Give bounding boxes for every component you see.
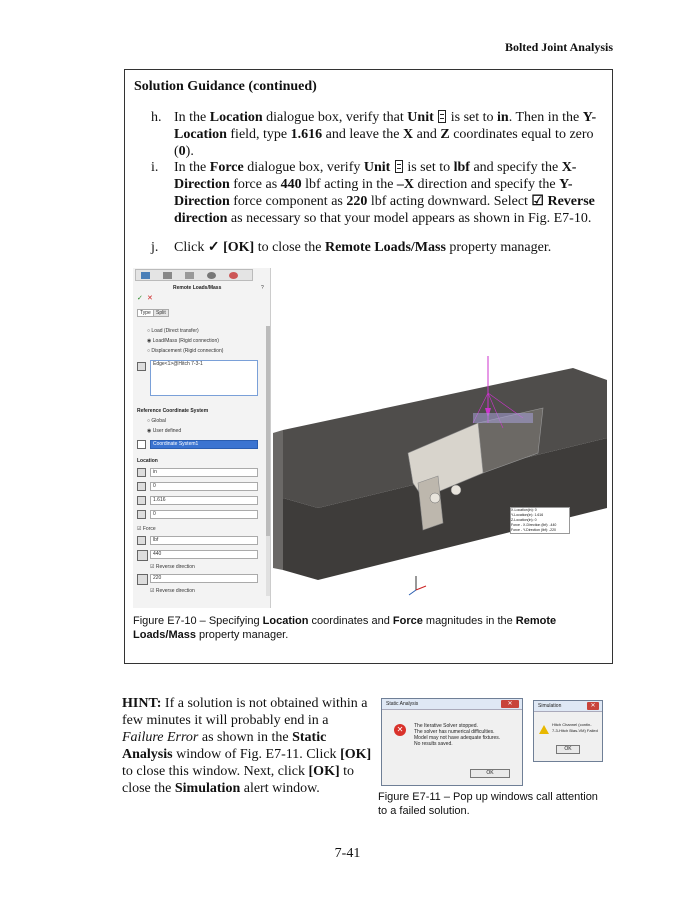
callout-row: Force - X-Direction (lbf): -440 (511, 523, 557, 527)
step-label: j. (151, 240, 159, 255)
channel-end-face (273, 430, 283, 570)
force-checkbox[interactable]: ☑ Force (137, 526, 156, 532)
running-header: Bolted Joint Analysis (504, 40, 613, 54)
unit-icon (438, 110, 446, 123)
x-force-input[interactable]: 440 (150, 550, 258, 559)
simulation-alert-dialog (533, 700, 603, 762)
callout-table (510, 507, 570, 534)
x-axis-icon (137, 482, 146, 491)
page-number: 7-41 (334, 846, 361, 861)
pm-scrollbar[interactable] (266, 326, 270, 596)
close-button[interactable]: ✕ (501, 700, 519, 708)
configuration-manager-icon[interactable] (185, 272, 194, 279)
dim-xpert-icon[interactable] (207, 272, 216, 279)
reverse-direction-x[interactable]: ☑ Reverse direction (150, 564, 195, 570)
step-label: h. (151, 110, 162, 125)
ok-button[interactable]: OK (470, 769, 510, 778)
y-axis-icon (137, 496, 146, 505)
location-section[interactable]: Location (137, 458, 158, 464)
pm-toolbar (135, 269, 253, 281)
z-axis-icon (137, 510, 146, 519)
connection-patch (473, 413, 533, 423)
callout-row: Force - Y-Direction (lbf): -220 (511, 528, 556, 532)
pm-title: Remote Loads/Mass (173, 285, 222, 291)
unit-icon (395, 160, 403, 173)
option-load-direct[interactable]: ○ Load (Direct transfer) (147, 328, 199, 334)
option-load-mass[interactable]: ◉ Load/Mass (Rigid connection) (147, 338, 219, 344)
box-title: Solution Guidance (continued) (134, 79, 317, 94)
option-user-defined[interactable]: ◉ User defined (147, 428, 182, 434)
close-button[interactable]: ✕ (587, 702, 599, 710)
step-j: j. Click ✓ [OK] to close the Remote Loads/Mass property manager. (151, 240, 552, 255)
tab-type[interactable]: Type (137, 309, 154, 317)
callout-row: X-Location(in): 0 (511, 508, 537, 512)
force-unit-select[interactable]: lbf (150, 536, 258, 545)
callout-row: Y-Location(in): 1.616 (511, 513, 544, 517)
display-manager-icon[interactable] (229, 272, 238, 279)
error-message: The Iterative Solver stopped. The solver has numerical difficulties. Model may not have adequate fixtures. No results saved. (414, 723, 501, 747)
step-h: h. In the Location dialogue box, verify that Unit is set to in. Then in the Y-Location field, type 1.616 and leave the X and Z coordinates equal to zero (0). (151, 110, 597, 159)
reverse-direction-y[interactable]: ☑ Reverse direction (150, 588, 195, 594)
edge-selection-box[interactable]: Edge<1>@Hitch 7-3-1 (150, 360, 258, 396)
bolt-hole-1 (430, 493, 440, 503)
figure-e7-10 (133, 268, 607, 608)
coord-system-field[interactable]: Coordinate System1 (150, 440, 258, 449)
dialog-title: Static Analysis (386, 701, 419, 707)
help-icon[interactable]: ? (261, 285, 264, 291)
feature-manager-icon[interactable] (141, 272, 150, 279)
y-force-input[interactable]: 220 (150, 574, 258, 583)
tab-split[interactable]: Split (153, 309, 169, 317)
unit-icon (137, 536, 146, 545)
figure-caption-e7-10: Figure E7-10 – Specifying Location coordinates and Force magnitudes in the Remote Loads/Mass property manager. (133, 615, 557, 641)
hint-paragraph: HINT: If a solution is not obtained within a few minutes it will probably end in a Failure Error as shown in the Static Analysis window of Fig. E7-11. Click [OK] to close this window. Next, click [OK] to close the Simulation alert window. (122, 696, 372, 796)
coord-system-icon (137, 440, 146, 449)
property-manager-panel (133, 268, 271, 608)
x-location-input[interactable]: 0 (150, 482, 258, 491)
ref-coord-section[interactable]: Reference Coordinate System (137, 408, 209, 414)
edge-select-icon (137, 362, 146, 371)
error-icon: ✕ (394, 724, 406, 736)
option-global[interactable]: ○ Global (147, 418, 166, 424)
location-unit-select[interactable]: in (150, 468, 258, 477)
step-i: i. In the Force dialogue box, verify Unit is set to lbf and specify the X-Direction force as 440 lbf acting in the –X direction and specify the Y-Direction force component as 220 lbf acting downward. Select ☑ Reverse direction as necessary so that your model appears as shown in Fig. E7-10. (151, 160, 595, 226)
ok-button[interactable]: OK (556, 745, 580, 754)
static-analysis-dialog (381, 698, 523, 786)
cancel-x-icon[interactable]: ✕ (147, 295, 153, 302)
alert-message: Hitch Channel (contin- 7-3-Hitch Bias-VM) Failed (552, 722, 598, 733)
property-manager-icon[interactable] (163, 272, 172, 279)
figure-caption-e7-11: Figure E7-11 – Pop up windows call attention to a failed solution. (378, 791, 598, 817)
model-viewport[interactable] (273, 268, 607, 608)
callout-row: Z-Location(in): 0 (511, 518, 537, 522)
ok-check-icon[interactable]: ✓ (137, 295, 143, 302)
option-displacement[interactable]: ○ Displacement (Rigid connection) (147, 348, 224, 354)
bolt-hole-2 (451, 485, 461, 495)
x-force-icon (137, 550, 148, 561)
step-label: i. (151, 160, 159, 175)
y-force-icon (137, 574, 148, 585)
y-location-input[interactable]: 1.616 (150, 496, 258, 505)
warning-icon (539, 725, 549, 734)
dialog-title: Simulation (538, 703, 562, 709)
z-location-input[interactable]: 0 (150, 510, 258, 519)
unit-icon (137, 468, 146, 477)
